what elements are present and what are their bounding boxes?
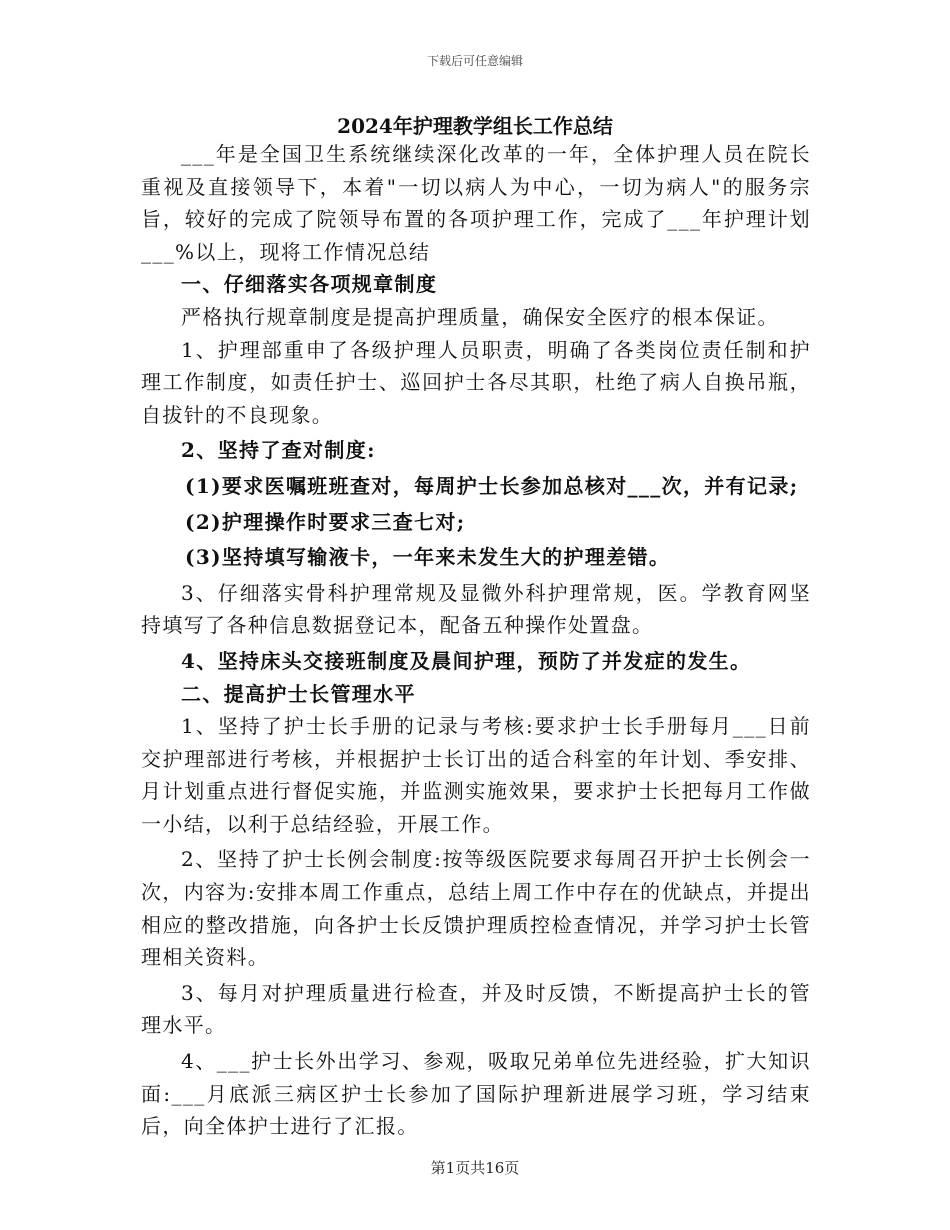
body-paragraph: 4、___护士长外出学习、参观，吸取兄弟单位先进经验，扩大知识面:___月底派三病区护士长参加了国际护理新进展学习班，学习结束后，向全体护士进行了汇报。 bbox=[141, 1049, 811, 1139]
subheading: 4、坚持床头交接班制度及晨间护理，预防了并发症的发生。 bbox=[181, 648, 752, 673]
subheading: 2、坚持了查对制度: bbox=[181, 438, 376, 463]
body-paragraph: 2、坚持了护士长例会制度:按等级医院要求每周召开护士长例会一次，内容为:安排本周工作重点，总结上周工作中存在的优缺点，并提出相应的整改措施，向各护士长反馈护理质控检查情况，并学习护士长管理相关资料。 bbox=[141, 847, 811, 970]
body-paragraph: 3、每月对护理质量进行检查，并及时反馈，不断提高护士长的管理水平。 bbox=[141, 980, 811, 1038]
body-paragraph: 严格执行规章制度是提高护理质量，确保安全医疗的根本保证。 bbox=[181, 304, 779, 329]
list-item: (3)坚持填写输液卡，一年来未发生大的护理差错。 bbox=[185, 545, 671, 570]
body-paragraph: 3、仔细落实骨科护理常规及显微外科护理常规，医。学教育网坚持填写了各种信息数据登记本，配备五种操作处置盘。 bbox=[141, 580, 811, 638]
list-item: (2)护理操作时要求三查七对; bbox=[185, 509, 466, 534]
page-header-note: 下载后可任意编辑 bbox=[426, 54, 523, 68]
document-body bbox=[141, 138, 811, 1143]
list-item: (1)要求医嘱班班查对，每周护士长参加总核对___次，并有记录; bbox=[185, 473, 799, 498]
page-number: 第1页共16页 bbox=[430, 1159, 520, 1177]
body-paragraph: 1、护理部重申了各级护理人员职责，明确了各类岗位责任制和护理工作制度，如责任护士、巡回护士各尽其职，杜绝了病人自换吊瓶，自拔针的不良现象。 bbox=[141, 337, 811, 427]
section-heading-1: 一、仔细落实各项规章制度 bbox=[181, 272, 438, 297]
document-title: 2024年护理教学组长工作总结 bbox=[337, 114, 613, 138]
body-paragraph: 1、坚持了护士长手册的记录与考核:要求护士长手册每月___日前交护理部进行考核，并根据护士长订出的适合科室的年计划、季安排、月计划重点进行督促实施，并监测实施效果，要求护士长把每月工作做一小结，以利于总结经验，开展工作。 bbox=[141, 714, 811, 836]
intro-paragraph: ___年是全国卫生系统继续深化改革的一年，全体护理人员在院长重视及直接领导下，本着"一切以病人为中心，一切为病人"的服务宗旨，较好的完成了院领导布置的各项护理工作，完成了___年护理计划___%以上，现将工作情况总结 bbox=[141, 142, 811, 264]
section-heading-2: 二、提高护士长管理水平 bbox=[181, 681, 416, 706]
